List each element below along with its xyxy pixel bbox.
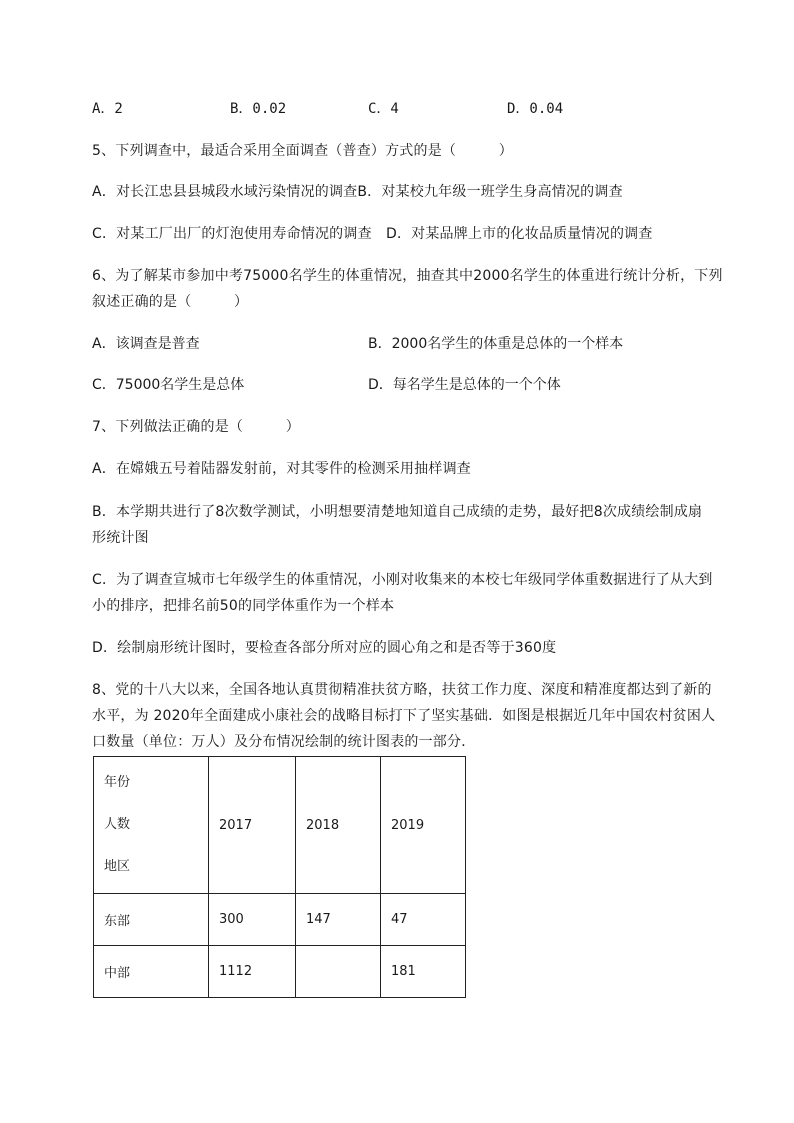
value-cell: 300 <box>209 894 296 946</box>
region-cell: 中部 <box>94 946 209 998</box>
q7-option-c-line1: C．为了调查宣城市七年级学生的体重情况，小刚对收集来的本校七年级同学体重数据进行了从大到 <box>92 572 713 588</box>
q6-option-d: D．每名学生是总体的一个个体 <box>368 377 561 393</box>
header-year-cell: 2019 <box>381 757 466 894</box>
value-cell: 147 <box>296 894 381 946</box>
value-cell <box>296 946 381 998</box>
q4-option-c: C．4 <box>368 101 399 117</box>
q7-option-c-line2: 小的排序，把排名前50的同学体重作为一个样本 <box>92 598 395 614</box>
q4-option-b: B．0.02 <box>230 101 287 117</box>
q6-option-c: C．75000名学生是总体 <box>92 377 245 393</box>
header-year-cell: 2018 <box>296 757 381 894</box>
header-year-cell: 2017 <box>209 757 296 894</box>
q6-stem-line1: 6、为了解某市参加中考75000名学生的体重情况，抽查其中2000名学生的体重进行统计分析，下列 <box>92 268 723 284</box>
value-cell: 47 <box>381 894 466 946</box>
q6-option-a: A．该调查是普查 <box>92 336 200 352</box>
table-row <box>94 894 466 946</box>
q4-option-a: A．2 <box>92 101 123 117</box>
q7-option-b-line2: 形统计图 <box>92 530 149 546</box>
q8-stem-line1: 8、党的十八大以来，全国各地认真贯彻精准扶贫方略，扶贫工作力度、深度和精准度都达到了新的 <box>92 682 712 698</box>
value-cell: 181 <box>381 946 466 998</box>
q5-options-ab: A．对长江忠县县城段水域污染情况的调查B．对某校九年级一班学生身高情况的调查 <box>92 184 623 200</box>
table-row <box>94 946 466 998</box>
q6-stem-line2: 叙述正确的是（ ） <box>92 294 249 310</box>
header-region-label: 地区 <box>104 859 131 874</box>
q7-option-a: A．在嫦娥五号着陆器发射前，对其零件的检测采用抽样调查 <box>92 461 471 477</box>
q7-option-d: D．绘制扇形统计图时，要检查各部分所对应的圆心角之和是否等于360度 <box>92 640 557 656</box>
q5-options-cd: C．对某工厂出厂的灯泡使用寿命情况的调查 D．对某品牌上市的化妆品质量情况的调查 <box>92 226 653 242</box>
q8-stem-line3: 口数量（单位：万人）及分布情况绘制的统计图表的一部分． <box>92 734 476 750</box>
region-cell: 东部 <box>94 894 209 946</box>
header-count-label: 人数 <box>104 817 131 832</box>
value-cell: 1112 <box>209 946 296 998</box>
q6-option-b: B．2000名学生的体重是总体的一个样本 <box>368 336 624 352</box>
q4-option-d: D．0.04 <box>507 101 564 117</box>
header-year-label: 年份 <box>104 775 131 790</box>
q7-option-b-line1: B．本学期共进行了8次数学测试，小明想要清楚地知道自己成绩的走势，最好把8次成绩绘制成扇 <box>92 504 703 520</box>
q5-stem: 5、下列调查中，最适合采用全面调查（普查）方式的是（ ） <box>92 143 513 159</box>
q8-stem-line2: 水平，为 2020年全面建成小康社会的战略目标打下了坚实基础．如图是根据近几年中国农村贫困人 <box>92 708 716 724</box>
table-corner-header <box>94 757 209 894</box>
table-header-row <box>94 757 466 894</box>
poverty-data-table <box>93 756 466 998</box>
q7-stem: 7、下列做法正确的是（ ） <box>92 419 300 435</box>
